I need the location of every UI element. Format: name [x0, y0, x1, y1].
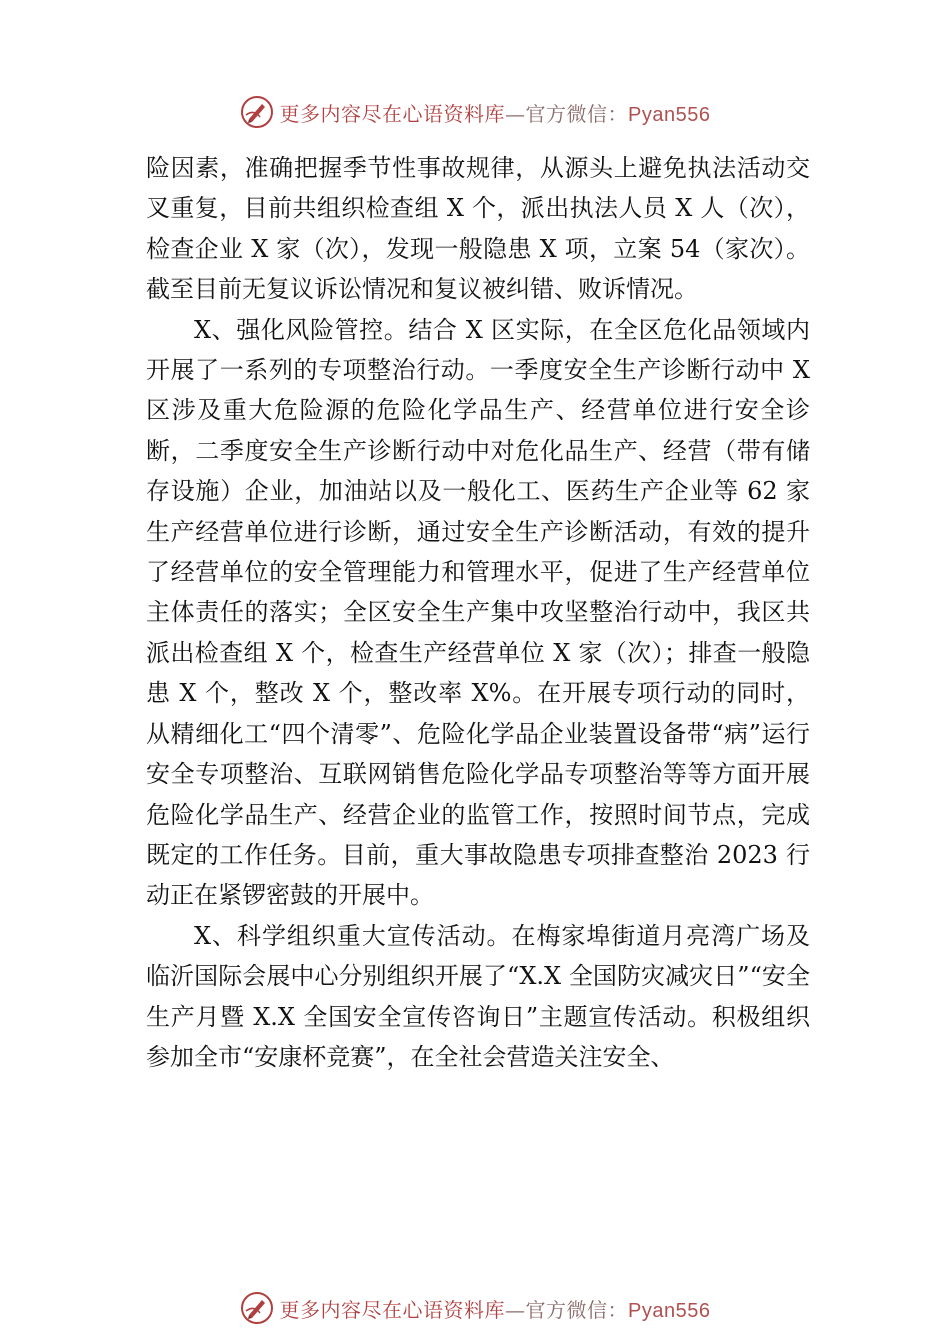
watermark-id: Pyan556 [628, 103, 711, 126]
paragraph-1: 险因素，准确把握季节性事故规律，从源头上避免执法活动交叉重复，目前共组织检查组 X 个，派出执法人员 X 人（次），检查企业 X 家（次），发现一般隐患 X 项，立案 54（家次）。截至目前无复议诉讼情况和复议被纠错、败诉情况。 [146, 154, 810, 304]
pen-logo-icon [240, 95, 274, 129]
watermark-id: Pyan556 [628, 1299, 711, 1322]
footer-watermark [0, 1288, 950, 1328]
paragraph-2: X、强化风险管控。结合 X 区实际，在全区危化品领域内开展了一系列的专项整治行动。一季度安全生产诊断行动中 X 区涉及重大危险源的危险化学品生产、经营单位进行安全诊断，二季度安全生产诊断行动中对危化品生产、经营（带有储存设施）企业，加油站以及一般化工、医药生产企业等 62 家生产经营单位进行诊断，通过安全生产诊断活动，有效的提升了经营单位的安全管理能力和管理水平，促进了生产经营单位主体责任的落实；全区安全生产集中攻坚整治行动中，我区共派出检查组 X 个，检查生产经营单位 X 家（次）；排查一般隐患 X 个，整改 X 个，整改率 X%。在开展专项行动的同时，从精细化工“四个清零”、危险化学品企业装置设备带“病”运行安全专项整治、互联网销售危险化学品专项整治等等方面开展危险化学品生产、经营企业的监管工作，按照时间节点，完成既定的工作任务。目前，重大事故隐患专项排查整治 2023 行动正在紧锣密鼓的开展中。 [146, 315, 810, 910]
paragraph-3: X、科学组织重大宣传活动。在梅家埠街道月亮湾广场及临沂国际会展中心分别组织开展了“X.X 全国防灾减灾日”“安全生产月暨 X.X 全国安全宣传咨询日”主题宣传活动。积极组织参加全市“安康杯竞赛”，在全社会营造关注安全、 [146, 921, 810, 1071]
watermark-dash: — [505, 1297, 526, 1322]
pen-logo-icon [240, 1291, 274, 1325]
watermark-main: 更多内容尽在心语资料库 [279, 1297, 506, 1322]
watermark-dash: — [505, 101, 526, 126]
watermark-text [280, 1294, 711, 1323]
watermark-text [280, 98, 711, 127]
watermark-tail: 官方微信： [525, 101, 629, 126]
document-body [146, 148, 810, 1077]
header-watermark [0, 92, 950, 132]
watermark-main: 更多内容尽在心语资料库 [279, 101, 506, 126]
watermark-tail: 官方微信： [525, 1297, 629, 1322]
